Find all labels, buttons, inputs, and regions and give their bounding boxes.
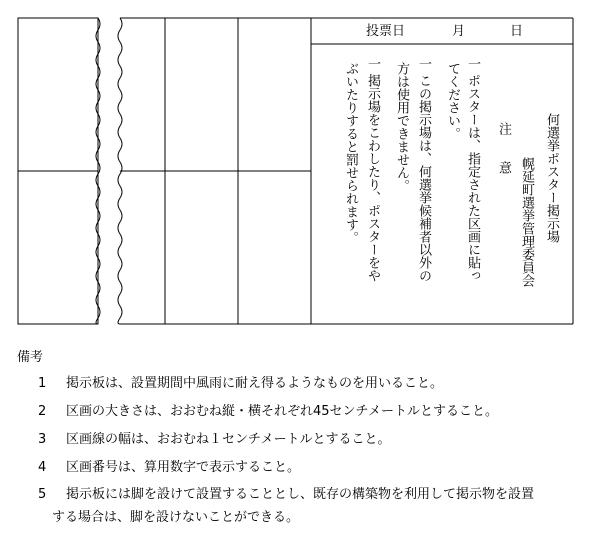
voting-date-label: 投票日 [366, 24, 406, 39]
remark-4-number: 4 [38, 460, 47, 475]
notice-item-3-line-2: ぶいたりすると罰せられます。 [343, 62, 358, 244]
remark-3-text: 区画線の幅は、おおむね１センチメートルとすること。 [66, 432, 391, 447]
remark-5-continuation: する場合は、脚を設けないことができる。 [52, 510, 300, 525]
remark-1-text: 掲示板は、設置期間中風雨に耐え得るようなものを用いること。 [66, 376, 444, 391]
remark-2-number: 2 [38, 404, 47, 419]
day-label: 日 [510, 24, 524, 39]
remark-3-number: 3 [38, 432, 47, 447]
notice-item-3-line-1: 掲示場をこわしたり、ポスターをや [365, 74, 380, 282]
notice-authority: 幌延町選挙管理委員会 [519, 157, 534, 287]
remarks-title: 備考 [17, 350, 44, 365]
notice-title: 何選挙ポスター掲示場 [544, 113, 559, 243]
notice-item-2-line-2: 方は使用できません。 [394, 62, 409, 192]
remark-2-text: 区画の大きさは、おおむね縦・横それぞれ45センチメートルとすること。 [66, 404, 499, 419]
remark-1-number: 1 [38, 376, 47, 391]
notice-item-1-line-2: てください。 [445, 62, 460, 140]
notice-attention: 注 意 [496, 122, 511, 174]
notice-item-1-line-1: ポスターは、指定された区画に貼っ [465, 74, 480, 282]
remark-5-number: 5 [38, 487, 47, 502]
notice-item-3-marker: 一 [365, 57, 380, 70]
notice-item-1-marker: 一 [465, 57, 480, 70]
notice-item-2-line-1: この掲示場は、何選挙候補者以外の [416, 74, 431, 282]
notice-item-2-marker: 一 [416, 57, 431, 70]
remark-5-text: 掲示板には脚を設けて設置することとし、既存の構築物を利用して掲示物を設置 [66, 487, 535, 502]
remark-4-text: 区画番号は、算用数字で表示すること。 [66, 460, 301, 475]
month-label: 月 [452, 24, 466, 39]
